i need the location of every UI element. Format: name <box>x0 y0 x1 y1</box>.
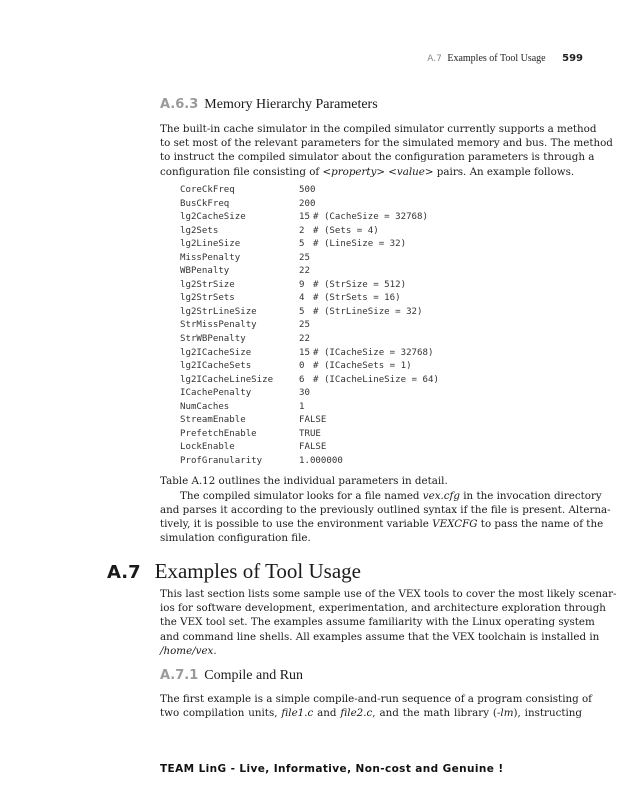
section-title: Examples of Tool Usage <box>154 559 361 583</box>
text-line: ios for software development, experimentation, and architecture exploration through <box>160 602 606 615</box>
config-row <box>180 265 439 279</box>
running-head-title: Examples of Tool Usage <box>447 53 546 64</box>
config-value: 30 <box>299 388 310 399</box>
running-head <box>427 53 583 64</box>
config-comment: # (StrLineSize = 32) <box>313 306 423 317</box>
config-value: 4 <box>299 293 305 304</box>
text-line: configuration file consisting of <property> <value> pairs. An example follows. <box>160 165 575 178</box>
subsection-title: Memory Hierarchy Parameters <box>204 97 378 112</box>
page-number: 599 <box>562 53 583 64</box>
paragraph-tool-usage <box>160 587 617 658</box>
subsection-heading-a71 <box>160 668 303 684</box>
config-comment: # (ICacheSets = 1) <box>313 361 412 372</box>
config-value: 2 <box>299 225 305 236</box>
config-key: lg2StrLineSize <box>180 306 257 317</box>
config-key: WBPenalty <box>180 266 230 277</box>
text-line: This last section lists some sample use of the VEX tools to cover the most likely scenar- <box>160 588 617 600</box>
config-listing <box>180 184 439 468</box>
subsection-heading-a63 <box>160 97 378 113</box>
config-value: 22 <box>299 334 310 345</box>
filename-file1: file1.c <box>281 707 314 720</box>
text-line: Table A.12 outlines the individual parameters in detail. <box>160 475 448 487</box>
running-head-section-number: A.7 <box>427 54 442 64</box>
config-key: StrWBPenalty <box>180 334 246 345</box>
paragraph-compile-run <box>160 692 592 720</box>
config-row <box>180 441 439 455</box>
config-value: 1.000000 <box>299 455 343 466</box>
config-row <box>180 211 439 225</box>
install-path: /home/vex. <box>160 644 217 657</box>
config-value: 25 <box>299 252 310 263</box>
text-line: two compilation units, file1.c and file2.c, and the math library (-lm), instructing <box>160 707 582 720</box>
config-value: FALSE <box>299 415 327 426</box>
config-key: lg2LineSize <box>180 239 241 250</box>
config-row <box>180 374 439 388</box>
config-value: 9 <box>299 279 305 290</box>
config-value: 15 <box>299 212 310 223</box>
config-value: FALSE <box>299 442 327 453</box>
text-line: the VEX tool set. The examples assume familiarity with the Linux operating system <box>160 616 595 629</box>
config-key: ProfGranularity <box>180 455 263 466</box>
config-row <box>180 414 439 428</box>
config-row <box>180 401 439 415</box>
config-row <box>180 360 439 374</box>
text-line: and command line shells. All examples assume that the VEX toolchain is installed in <box>160 630 600 643</box>
config-row <box>180 225 439 239</box>
config-comment: # (ICacheSize = 32768) <box>313 347 434 358</box>
config-row <box>180 238 439 252</box>
paragraph-table-reference <box>160 474 582 488</box>
config-value: 200 <box>299 198 316 209</box>
config-comment: # (CacheSize = 32768) <box>313 212 428 223</box>
config-key: lg2CacheSize <box>180 212 246 223</box>
subsection-number: A.7.1 <box>160 668 199 683</box>
text-line: The compiled simulator looks for a file named vex.cfg in the invocation directory <box>180 489 602 502</box>
text-line: and parses it according to the previously outlined syntax if the file is present. Alterna- <box>160 503 611 516</box>
config-row <box>180 428 439 442</box>
config-value: 6 <box>299 374 305 385</box>
config-key: BusCkFreq <box>180 198 230 209</box>
config-value: 5 <box>299 306 305 317</box>
text-line: to instruct the compiled simulator about the configuration parameters is through a <box>160 151 595 164</box>
config-key: lg2ICacheSets <box>180 361 252 372</box>
text-line: tively, it is possible to use the environment variable VEXCFG to pass the name of the <box>160 517 604 530</box>
config-value: TRUE <box>299 428 321 439</box>
config-key: lg2ICacheSize <box>180 347 252 358</box>
paragraph-cache-simulator <box>160 122 613 179</box>
config-row <box>180 387 439 401</box>
config-key: lg2StrSize <box>180 279 235 290</box>
config-value: 15 <box>299 347 310 358</box>
config-row <box>180 279 439 293</box>
config-comment: # (Sets = 4) <box>313 225 379 236</box>
config-key: lg2Sets <box>180 225 219 236</box>
config-comment: # (StrSets = 16) <box>313 293 401 304</box>
config-key: lg2ICacheLineSize <box>180 374 274 385</box>
env-variable-vexcfg: VEXCFG <box>432 517 478 530</box>
config-key: StreamEnable <box>180 415 246 426</box>
config-row <box>180 252 439 266</box>
text-line: The first example is a simple compile-and-run sequence of a program consisting of <box>160 693 592 705</box>
config-key: LockEnable <box>180 442 235 453</box>
config-value: 22 <box>299 266 310 277</box>
property-placeholder: <property> <box>322 165 386 178</box>
text-line: The built-in cache simulator in the compiled simulator currently supports a method <box>160 123 597 135</box>
config-row <box>180 292 439 306</box>
config-key: lg2StrSets <box>180 293 235 304</box>
config-key: MissPenalty <box>180 252 241 263</box>
config-key: CoreCkFreq <box>180 185 235 195</box>
config-comment: # (StrSize = 512) <box>313 279 407 290</box>
config-key: NumCaches <box>180 401 230 412</box>
subsection-title: Compile and Run <box>204 668 304 683</box>
math-lib-flag: -lm <box>496 707 514 720</box>
config-comment: # (LineSize = 32) <box>313 239 407 250</box>
filename-vex-cfg: vex.cfg <box>422 489 460 502</box>
text-line: to set most of the relevant parameters for the simulated memory and bus. The method <box>160 137 613 150</box>
config-key: PrefetchEnable <box>180 428 257 439</box>
config-row <box>180 306 439 320</box>
config-key: ICachePenalty <box>180 388 252 399</box>
filename-file2: file2.c <box>340 707 373 720</box>
subsection-number: A.6.3 <box>160 97 199 112</box>
config-value: 25 <box>299 320 310 331</box>
section-heading-a7 <box>107 559 361 584</box>
config-key: StrMissPenalty <box>180 320 257 331</box>
config-value: 5 <box>299 239 305 250</box>
config-value: 500 <box>299 185 316 195</box>
config-value: 1 <box>299 401 305 412</box>
config-row <box>180 333 439 347</box>
text-line: simulation configuration file. <box>160 532 311 545</box>
config-value: 0 <box>299 361 305 372</box>
section-number: A.7 <box>107 562 141 583</box>
config-row <box>180 347 439 361</box>
config-row <box>180 455 439 469</box>
config-row <box>180 184 439 198</box>
footer-banner: TEAM LinG - Live, Informative, Non-cost and Genuine ! <box>160 763 504 775</box>
paragraph-config-file <box>160 489 611 546</box>
config-row <box>180 319 439 333</box>
config-comment: # (ICacheLineSize = 64) <box>313 374 439 385</box>
config-row <box>180 198 439 212</box>
value-placeholder: <value> <box>388 165 434 178</box>
